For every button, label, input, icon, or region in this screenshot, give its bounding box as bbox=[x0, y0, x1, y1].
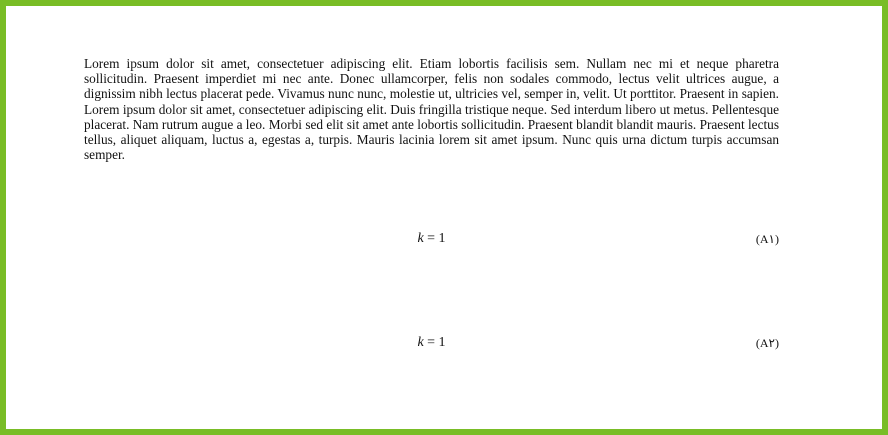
equation-2 bbox=[84, 333, 779, 353]
equation-1-variable: k bbox=[417, 231, 424, 246]
body-paragraph: Lorem ipsum dolor sit amet, consectetuer adipiscing elit. Etiam lobortis facilisis sem. Nullam nec mi et neque pharetra sollicitudin. Praesent imperdiet mi nec ante. Donec ullamcorper, felis non sodales commodo, lectus velit ultrices augue, a dignissim nibh lectus placerat pede. Vivamus nunc nunc, molestie ut, ultricies vel, semper in, velit. Ut porttitor. Praesent in sapien. Lorem ipsum dolor sit amet, consectetuer adipiscing elit. Duis fringilla tristique neque. Sed interdum libero ut metus. Pellentesque placerat. Nam rutrum augue a leo. Morbi sed elit sit amet ante lobortis sollicitudin. Praesent blandit blandit mauris. Praesent lectus tellus, aliquet aliquam, luctus a, egestas a, turpis. Mauris lacinia lorem sit amet ipsum. Nunc quis urna dictum turpis accumsan semper. bbox=[84, 56, 779, 163]
equation-2-formula bbox=[84, 333, 779, 353]
document-page bbox=[6, 6, 882, 429]
equation-1-formula bbox=[84, 229, 779, 249]
equation-2-number: (A٢) bbox=[755, 336, 779, 350]
equation-1-number: (A١) bbox=[755, 232, 779, 246]
equation-1 bbox=[84, 229, 779, 249]
equation-2-relation: = 1 bbox=[423, 335, 446, 350]
equation-2-variable: k bbox=[417, 335, 424, 350]
equation-1-relation: = 1 bbox=[423, 231, 446, 246]
